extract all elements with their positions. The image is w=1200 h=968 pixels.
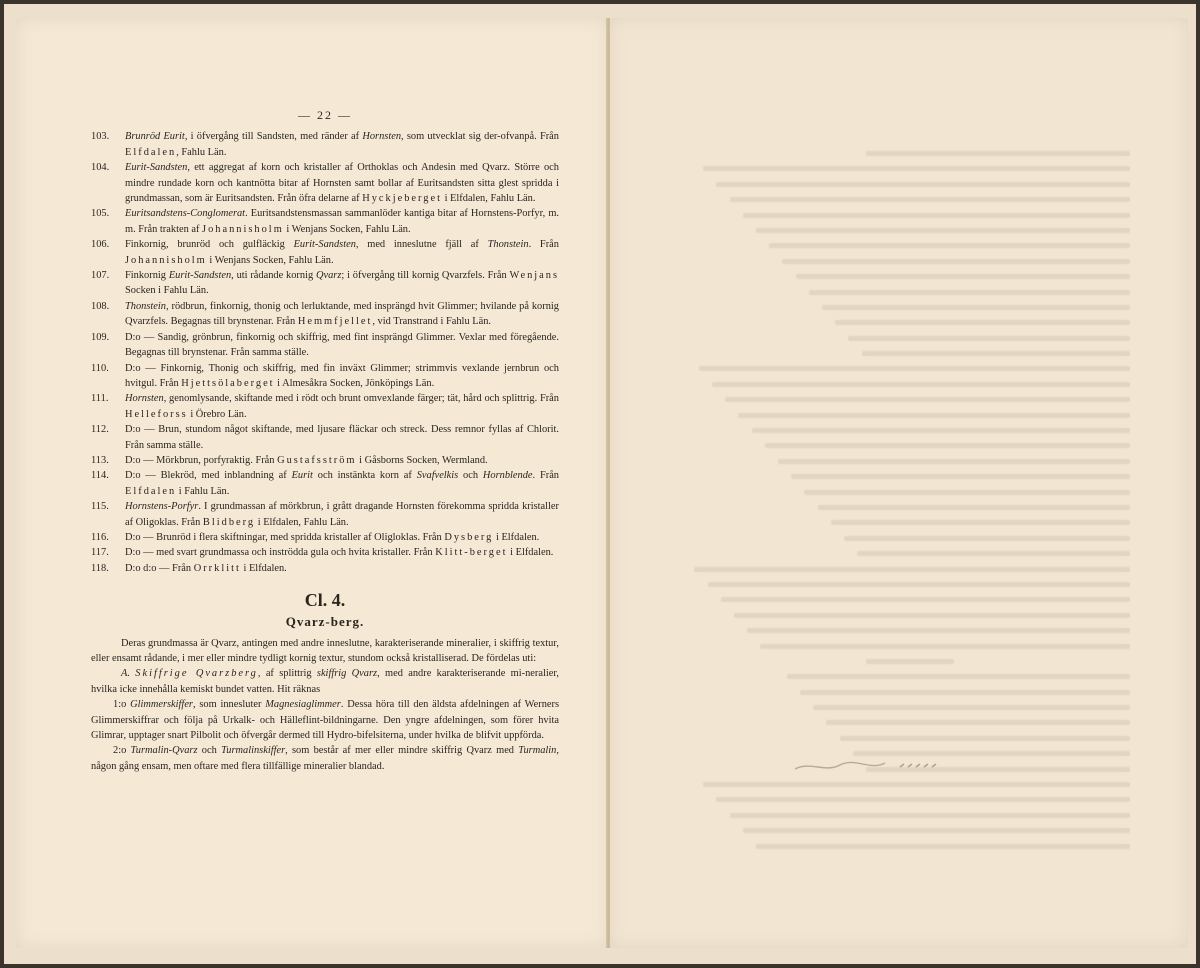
ghost-line (690, 254, 1130, 269)
text-run: Eurit (291, 470, 313, 482)
ghost-line (690, 777, 1130, 792)
text-run: Orrklitt (193, 562, 241, 574)
ghost-line (690, 808, 1130, 823)
ghost-bar (703, 782, 1130, 787)
catalog-entry (91, 561, 559, 576)
entry-number: 110. (91, 362, 109, 374)
ghost-line (690, 731, 1130, 746)
text-run: Blidberg (202, 516, 256, 528)
text-run: Thonstein (125, 300, 166, 312)
text-run: , uti rådande kornig (231, 270, 316, 282)
text-run: Finkornig, brunröd och gulfläckig (125, 239, 294, 251)
catalog-entry (91, 160, 559, 206)
ghost-line (690, 669, 1130, 684)
entry-number: 103. (91, 131, 110, 143)
text-run: Gustafsström (277, 454, 357, 466)
text-run: , rödbrun, finkornig, thonig och lerluktande, med insprängd hvit Glimmer; hvilande på kornig Qvarzfels. Begagnas till brynstenar. Från (125, 300, 559, 328)
ghost-bar (787, 674, 1130, 679)
ghost-bar (840, 736, 1130, 741)
ghost-line (690, 454, 1130, 469)
ghost-bar (800, 690, 1130, 695)
catalog-entry (91, 237, 559, 268)
ghost-line (690, 608, 1130, 623)
catalog-entries (91, 129, 559, 576)
text-run: Klitt-berget (435, 547, 508, 559)
entry-number: 113. (91, 454, 109, 466)
text-run: i Fahlu Län. (176, 485, 230, 497)
ghost-bar (835, 320, 1130, 325)
ghost-line (690, 500, 1130, 515)
text-run: , genomlysande, skiftande med i rödt och brunt omvexlande färger; tät, hård och splittrig. Från (163, 393, 559, 405)
ghost-line (690, 315, 1130, 330)
text-run: i Elfdalen. (240, 562, 287, 574)
ghost-line (690, 331, 1130, 346)
text-run: i Elfdalen. (507, 547, 554, 559)
ghost-bar (866, 659, 954, 664)
text-run: Finkornig (125, 270, 169, 282)
text-run: i Elfdalen, Fahlu Län. (441, 193, 536, 205)
page-number: — 22 — (298, 108, 352, 122)
catalog-entry (91, 268, 559, 299)
ghost-line (690, 469, 1130, 484)
entry-number: 118. (91, 562, 109, 574)
ghost-bar (699, 366, 1130, 371)
text-run: 2:o (113, 745, 131, 757)
text-run: Qvarz (315, 270, 342, 282)
faded-signature-mark (790, 753, 970, 779)
text-run: , Fahlu Län. (176, 146, 227, 158)
text-run: i Almesåkra Socken, Jönköpings Län. (274, 377, 435, 389)
ghost-bar (804, 490, 1130, 495)
ghost-line (690, 177, 1130, 192)
catalog-entry (91, 499, 559, 530)
text-run: D:o — Sandig, grönbrun, finkornig och skiffrig, med fint insprängd Glimmer. Vexlar med föregående. Begagnas till brynstenar. Från samma ställe. (125, 331, 559, 359)
ghost-bar (694, 567, 1130, 572)
text-run: Thonstein (487, 239, 529, 251)
ghost-line (690, 639, 1130, 654)
ghost-bar (730, 197, 1130, 202)
ghost-bar (826, 720, 1130, 725)
ghost-line (690, 546, 1130, 561)
ghost-line (690, 485, 1130, 500)
catalog-entry (91, 453, 559, 468)
ghost-line (690, 392, 1130, 407)
ghost-bar (866, 151, 1130, 156)
ghost-bar (822, 305, 1130, 310)
ghost-bar (831, 520, 1130, 525)
text-run: Hornsten (362, 131, 402, 143)
entry-number: 115. (91, 501, 109, 513)
ghost-bar (857, 551, 1130, 556)
text-run: , af splittrig (257, 668, 317, 680)
text-run: D:o — med svart grundmassa och inströdda gula och hvita kristaller. Från (125, 547, 436, 559)
ghost-bar (716, 182, 1130, 187)
entry-number: 117. (91, 547, 109, 559)
ghost-bar (734, 613, 1130, 618)
ghost-line (690, 192, 1130, 207)
text-run: . I grundmassan af mörkbrun, i grått dragande Hornsten förekomma spridda kristaller af Oligoklas. Från (125, 501, 559, 528)
ghost-bar (721, 597, 1130, 602)
ghost-bar (708, 582, 1130, 587)
text-run: ; i öfvergång till kornig Qvarzfels. Från (341, 270, 510, 282)
text-run: Eurit-Sandsten (168, 270, 232, 282)
ghost-line (690, 423, 1130, 438)
ghost-line (690, 577, 1130, 592)
text-run: D:o — Brunröd i flera skiftningar, med spridda kristaller af Oligloklas. Från (125, 531, 445, 543)
ghost-bar (725, 397, 1130, 402)
book-spread (4, 4, 1196, 964)
ghost-bar (778, 459, 1130, 464)
text-run: D:o — Mörkbrun, porfyraktig. Från (125, 454, 278, 466)
catalog-entry (91, 330, 559, 361)
ghost-bar (791, 474, 1130, 479)
entry-number: 114. (91, 470, 109, 482)
ghost-line (690, 515, 1130, 530)
ghost-line (690, 223, 1130, 238)
catalog-entry (91, 361, 559, 392)
entry-number: 109. (91, 331, 110, 343)
text-run: Socken i Fahlu Län. (125, 285, 209, 297)
text-run: i Örebro Län. (187, 408, 247, 420)
ghost-line (690, 592, 1130, 607)
catalog-entry (91, 206, 559, 237)
text-run: Hjettsölaberget (181, 377, 275, 389)
ghost-bar (703, 166, 1130, 171)
ghost-bar (862, 351, 1130, 356)
text-run: , som består af mer eller mindre skiffrig Qvarz med (285, 745, 519, 757)
ghost-bar (813, 705, 1130, 710)
ghost-line (690, 361, 1130, 376)
text-run: , som innesluter (192, 699, 266, 711)
ghost-line (690, 654, 1130, 669)
text-run: Glimmerskiffer (130, 699, 193, 711)
text-run: och (197, 745, 222, 757)
text-run: Elfdalen (125, 146, 177, 158)
text-run: A. (121, 668, 136, 680)
ghost-bar (782, 259, 1130, 264)
ghost-line (690, 300, 1130, 315)
text-run: Hornsten (125, 393, 164, 405)
entry-number: 105. (91, 208, 110, 220)
ghost-line (690, 700, 1130, 715)
ghost-line (690, 377, 1130, 392)
text-run: Turmalinskiffer (221, 745, 286, 757)
ghost-line (690, 269, 1130, 284)
text-run: , vid Transtrand i Fahlu Län. (372, 316, 491, 328)
text-run: i Gåsborns Socken, Wermland. (356, 454, 488, 466)
text-run: , som utvecklat sig der-ofvanpå. Från (401, 131, 559, 143)
class-description (91, 636, 559, 775)
text-run: i Elfdalen, Fahlu Län. (255, 516, 349, 528)
text-run: Brunröd Eurit (125, 131, 185, 143)
text-run: , med andre karakteriserande mi-neralier, hvilka icke innehålla kemiskt bundet vatten. Hit räknas (91, 668, 559, 695)
ghost-line (690, 792, 1130, 807)
text-run: D:o d:o — Från (125, 562, 194, 574)
ghost-bar (738, 413, 1130, 418)
ghost-line (690, 208, 1130, 223)
ghost-line (690, 823, 1130, 838)
ghost-bar (796, 274, 1130, 279)
ghost-line (690, 438, 1130, 453)
text-run: i Elfdalen. (493, 531, 540, 543)
ghost-bar (769, 243, 1130, 248)
catalog-entry (91, 468, 559, 499)
ghost-bar (756, 228, 1130, 233)
text-run: . Euritsandstensmassan sammanlöder kantiga bitar af Hornstens-Porfyr, m. m. Från trakten af (125, 208, 559, 235)
ghost-bar (716, 797, 1130, 802)
ghost-bar (760, 644, 1130, 649)
class-heading: Cl. 4. (304, 590, 346, 611)
text-run: Turmalin (518, 745, 557, 757)
paragraph (91, 743, 559, 774)
ghost-line (690, 685, 1130, 700)
text-run: Magnesiaglimmer (265, 699, 341, 711)
ghost-line (690, 623, 1130, 638)
ghost-bar (747, 628, 1130, 633)
class-subheading: Qvarz-berg. (285, 614, 365, 630)
text-run: 1:o (113, 699, 131, 711)
ghost-line (690, 715, 1130, 730)
ghost-bar (712, 382, 1130, 387)
paragraph (91, 666, 559, 697)
text-run: , ett aggregat af korn och kristaller af Orthoklas och Andesin med Qvarz. Större och mindre rundade korn och kantnötta bitar af Hornsten samt bollar af Euritsandsten sitta glest spridda i grundmassan, som är Euritsandsten. Från öfra delarne af (125, 162, 559, 205)
text-run: , med inneslutne fjäll af (355, 239, 488, 251)
text-run: D:o — Finkornig, Thonig och skiffrig, med fin inväxt Glimmer; strimmvis vexlande jernbrun och hvitgul. Från (125, 362, 559, 389)
entry-number: 112. (91, 424, 109, 436)
text-run: skiffrig Qvarz (316, 668, 378, 680)
page-content (91, 108, 559, 774)
ghost-bar (844, 536, 1130, 541)
left-page (16, 18, 608, 948)
text-run: . Från (532, 470, 559, 482)
ghost-line (690, 562, 1130, 577)
text-run: Hemmfjellet (297, 316, 373, 328)
text-run: Johannisholm (125, 254, 207, 266)
entry-number: 104. (91, 162, 110, 174)
text-run: Hornblende (482, 470, 533, 482)
ghost-bar (730, 813, 1130, 818)
text-run: Hyckjeberget (362, 193, 442, 205)
text-run: D:o — Blekröd, med inblandning af (125, 470, 292, 482)
text-run: Eurit-Sandsten (293, 239, 356, 251)
catalog-entry (91, 391, 559, 422)
text-run: . Dessa höra till den äldsta afdelningen af Werners Glimmerskiffrar och följa på Urkalk- och Hälleflint-bildningarne. Den yngre afdelningen, som förer hvita Glimrar, upptager snart Pilbolit och öfvergår dermed till Hydro-bifelsiterna, under hvilka de blifvit uppförda. (91, 699, 560, 742)
right-page (610, 18, 1188, 948)
ghost-line (690, 531, 1130, 546)
catalog-entry (91, 299, 559, 330)
text-run: Dysberg (444, 531, 494, 543)
ghost-bar (743, 828, 1130, 833)
ghost-bar (765, 443, 1130, 448)
entry-number: 116. (91, 531, 109, 543)
text-run: Turmalin-Qvarz (130, 745, 198, 757)
text-run: Elfdalen (125, 485, 177, 497)
catalog-entry (91, 530, 559, 545)
text-run: Svafvelkis (416, 470, 459, 482)
entry-number: 106. (91, 239, 110, 251)
text-run: Johannisholm (202, 223, 284, 235)
ghost-line (690, 285, 1130, 300)
ghost-line (690, 408, 1130, 423)
ghost-bar (743, 213, 1130, 218)
text-run: Hornstens-Porfyr (125, 501, 199, 513)
text-run: . Från (528, 239, 559, 251)
text-run: D:o — Brun, stundom något skiftande, med ljusare fläckar och streck. Dess remnor fyllas af Chlorit. Från samma ställe. (125, 424, 559, 451)
catalog-entry (91, 545, 559, 560)
text-run: i Wenjans Socken, Fahlu Län. (206, 254, 334, 266)
ghost-bar (752, 428, 1130, 433)
ghost-bar (818, 505, 1130, 510)
text-run: Helleforss (125, 408, 188, 420)
entry-number: 107. (91, 270, 110, 282)
catalog-entry (91, 422, 559, 453)
ghost-bar (809, 290, 1130, 295)
ghost-bar (756, 844, 1130, 849)
text-run: Deras grundmassa är Qvarz, antingen med andre inneslutne, karakteriserande mineralier, i skiffrig textur, eller ensamt rådande, i mer eller mindre tydligt kornig textur, stundom också kristalliserad. De fördelas uti: (91, 637, 559, 664)
text-run: , någon gång ensam, men oftare med flera tillfällige mineralier blandad. (91, 745, 559, 772)
entry-number: 108. (91, 300, 110, 312)
text-run: , i öfvergång till Sandsten, med ränder af (184, 131, 363, 143)
catalog-entry (91, 129, 559, 160)
ghost-line (690, 238, 1130, 253)
ghost-line (690, 146, 1130, 161)
bleed-through-text (690, 146, 1130, 854)
text-run: och (458, 470, 483, 482)
text-run: Wenjans (509, 270, 560, 282)
ghost-line (690, 839, 1130, 854)
text-run: och instänkta korn af (312, 470, 417, 482)
text-run: i Wenjans Socken, Fahlu Län. (283, 223, 411, 235)
text-run: Eurit-Sandsten (125, 162, 188, 174)
paragraph (91, 636, 559, 667)
paragraph (91, 697, 559, 743)
text-run: Skiffrige Qvarzberg (135, 668, 258, 680)
entry-number: 111. (91, 393, 109, 405)
ghost-line (690, 161, 1130, 176)
ghost-bar (848, 336, 1130, 341)
text-run: Euritsandstens-Conglomerat (125, 208, 246, 220)
ghost-line (690, 346, 1130, 361)
